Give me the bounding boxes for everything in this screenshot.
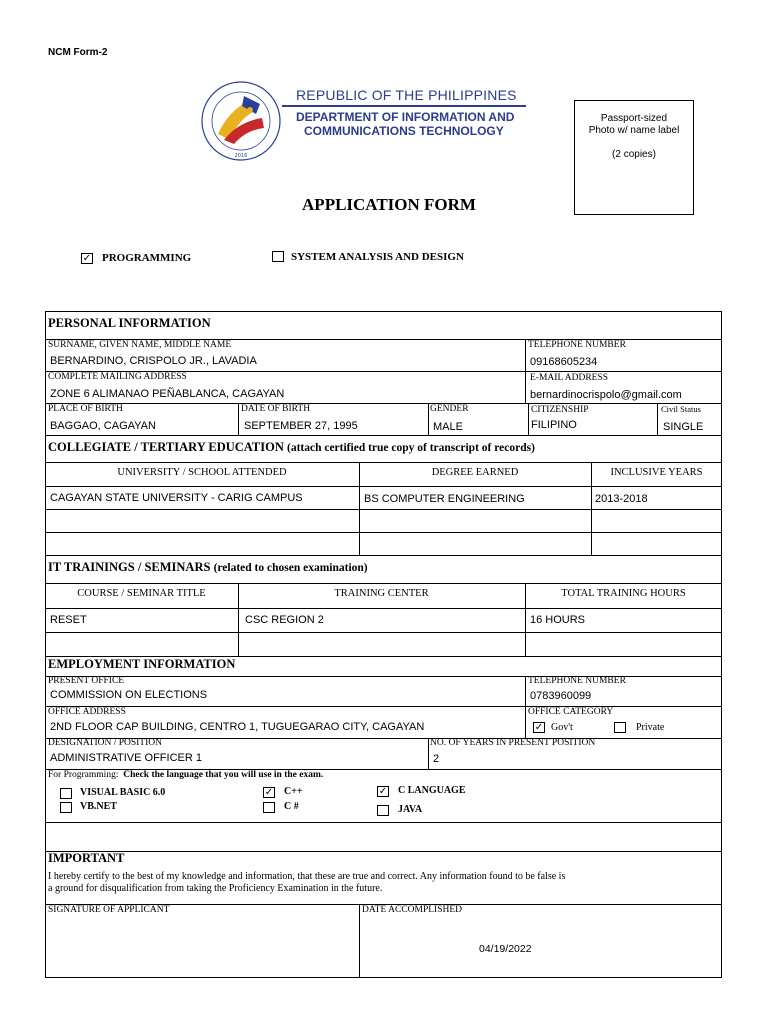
office-address-value: 2ND FLOOR CAP BUILDING, CENTRO 1, TUGUEGARAO CITY, CAGAYAN [50, 721, 425, 733]
phone-label: TELEPHONE NUMBER [528, 340, 626, 350]
name-value: BERNARDINO, CRISPOLO JR., LAVADIA [50, 355, 257, 367]
email-label: E-MAIL ADDRESS [530, 373, 609, 383]
rule [428, 403, 429, 435]
cpp-checkbox[interactable] [263, 787, 275, 798]
rule [45, 509, 722, 510]
trainings-note: (related to chosen examination) [213, 562, 368, 574]
hours-value: 16 HOURS [530, 614, 586, 626]
vb6-checkbox[interactable] [60, 788, 72, 799]
private-checkbox[interactable] [614, 722, 626, 733]
trainings-title: IT TRAININGS / SEMINARS [48, 560, 211, 574]
republic-heading: REPUBLIC OF THE PHILIPPINES [296, 87, 517, 103]
programming-checkbox[interactable] [81, 253, 93, 264]
col-years: INCLUSIVE YEARS [610, 467, 703, 478]
header-rule [282, 105, 526, 107]
gender-value: MALE [433, 421, 463, 433]
civil-status-value: SINGLE [663, 421, 704, 433]
gender-label: GENDER [430, 404, 469, 414]
rule [45, 822, 722, 823]
signature-area[interactable] [46, 918, 358, 976]
position-value: ADMINISTRATIVE OFFICER 1 [50, 752, 202, 764]
office-phone-label: TELEPHONE NUMBER [528, 676, 626, 686]
birthplace-label: PLACE OF BIRTH [48, 404, 123, 414]
check-mark-icon: ✓ [264, 787, 274, 798]
school-value: CAGAYAN STATE UNIVERSITY - CARIG CAMPUS [50, 492, 303, 504]
education-note: (attach certified true copy of transcript of records) [286, 442, 535, 454]
rule [359, 904, 360, 978]
rule [45, 403, 722, 404]
rule [45, 462, 722, 463]
office-phone-value: 0783960099 [530, 690, 592, 702]
dict-seal-logo [200, 80, 282, 162]
rule [657, 403, 658, 435]
trainings-heading [48, 560, 368, 575]
date-accomplished-label: DATE ACCOMPLISHED [362, 905, 463, 915]
years-position-value: 2 [433, 753, 440, 765]
programming-label: PROGRAMMING [102, 252, 192, 264]
cpp-label: C++ [284, 786, 303, 797]
citizenship-value: FILIPINO [531, 419, 577, 431]
rule [45, 532, 722, 533]
java-label: JAVA [398, 804, 423, 815]
certification-line-1: I hereby certify to the best of my knowledge and information, that these are true and correct. Any information found to be false is [48, 871, 566, 882]
rule [45, 486, 722, 487]
center-value: CSC REGION 2 [245, 614, 324, 626]
vbnet-checkbox[interactable] [60, 802, 72, 813]
rule [528, 403, 529, 435]
rule [45, 435, 722, 436]
date-accomplished-value: 04/19/2022 [479, 943, 532, 955]
instruction-text: Check the language that you will use in the exam. [123, 770, 324, 780]
rule [45, 555, 722, 556]
instruction-prefix: For Programming: [48, 770, 119, 780]
col-course: COURSE / SEMINAR TITLE [77, 588, 206, 599]
c-language-checkbox[interactable] [377, 786, 389, 797]
important-heading: IMPORTANT [48, 851, 125, 865]
years-value: 2013-2018 [595, 493, 648, 505]
birthplace-value: BAGGAO, CAGAYAN [50, 420, 156, 432]
course-value: RESET [50, 614, 87, 626]
rule [45, 583, 722, 584]
photo-line-1: Passport-sized [600, 113, 668, 124]
rule [45, 706, 722, 707]
col-degree: DEGREE EARNED [431, 467, 519, 478]
degree-value: BS COMPUTER ENGINEERING [364, 493, 525, 505]
office-address-label: OFFICE ADDRESS [48, 707, 126, 717]
address-label: COMPLETE MAILING ADDRESS [48, 372, 187, 382]
check-mark-icon: ✓ [534, 722, 544, 733]
svg-text:2016: 2016 [234, 153, 248, 159]
rule [428, 738, 429, 769]
rule [238, 403, 239, 435]
education-title: COLLEGIATE / TERTIARY EDUCATION [48, 440, 284, 454]
department-line-2: COMMUNICATIONS TECHNOLOGY [304, 124, 504, 138]
vbnet-label: VB.NET [80, 801, 117, 812]
employment-heading: EMPLOYMENT INFORMATION [48, 657, 236, 671]
office-value: COMMISSION ON ELECTIONS [50, 689, 208, 701]
csharp-label: C # [284, 801, 299, 812]
govt-label: Gov't [551, 722, 573, 733]
system-analysis-label: SYSTEM ANALYSIS AND DESIGN [291, 251, 464, 263]
form-code: NCM Form-2 [48, 47, 108, 58]
department-line-1: DEPARTMENT OF INFORMATION AND [296, 110, 515, 124]
col-hours: TOTAL TRAINING HOURS [561, 588, 686, 599]
c-language-label: C LANGUAGE [398, 785, 466, 796]
col-center: TRAINING CENTER [334, 588, 429, 599]
private-label: Private [636, 722, 665, 733]
signature-label: SIGNATURE OF APPLICANT [48, 905, 170, 915]
csharp-checkbox[interactable] [263, 802, 275, 813]
rule [525, 676, 526, 738]
years-position-label: NO. OF YEARS IN PRESENT POSITION [430, 738, 596, 748]
photo-line-2: Photo w/ name label [588, 125, 680, 136]
col-school: UNIVERSITY / SCHOOL ATTENDED [117, 467, 287, 478]
personal-info-heading: PERSONAL INFORMATION [48, 316, 211, 330]
rule [525, 339, 526, 403]
certification-line-2: a ground for disqualification from taking the Proficiency Examination in the future. [48, 883, 383, 894]
check-mark-icon: ✓ [378, 786, 388, 797]
position-label: DESIGNATION / POSITION [48, 738, 162, 748]
java-checkbox[interactable] [377, 805, 389, 816]
birthdate-value: SEPTEMBER 27, 1995 [244, 420, 358, 432]
form-title: APPLICATION FORM [302, 195, 476, 214]
name-label: SURNAME, GIVEN NAME, MIDDLE NAME [48, 340, 232, 350]
office-label: PRESENT OFFICE [48, 676, 125, 686]
check-mark-icon: ✓ [82, 253, 92, 264]
language-instruction [48, 770, 323, 780]
rule [45, 632, 722, 633]
email-value: bernardinocrispolo@gmail.com [530, 389, 682, 401]
civil-status-label: Civil Status [661, 404, 701, 414]
birthdate-label: DATE OF BIRTH [241, 404, 311, 414]
rule [45, 608, 722, 609]
photo-line-3: (2 copies) [612, 149, 656, 160]
rule [45, 851, 722, 852]
system-analysis-checkbox[interactable] [272, 251, 284, 262]
phone-value: 09168605234 [530, 356, 598, 368]
citizenship-label: CITIZENSHIP [531, 405, 589, 415]
office-category-label: OFFICE CATEGORY [528, 707, 614, 717]
govt-checkbox[interactable] [533, 722, 545, 733]
education-heading [48, 440, 535, 455]
address-value: ZONE 6 ALIMANAO PEÑABLANCA, CAGAYAN [50, 388, 285, 400]
vb6-label: VISUAL BASIC 6.0 [80, 787, 166, 798]
